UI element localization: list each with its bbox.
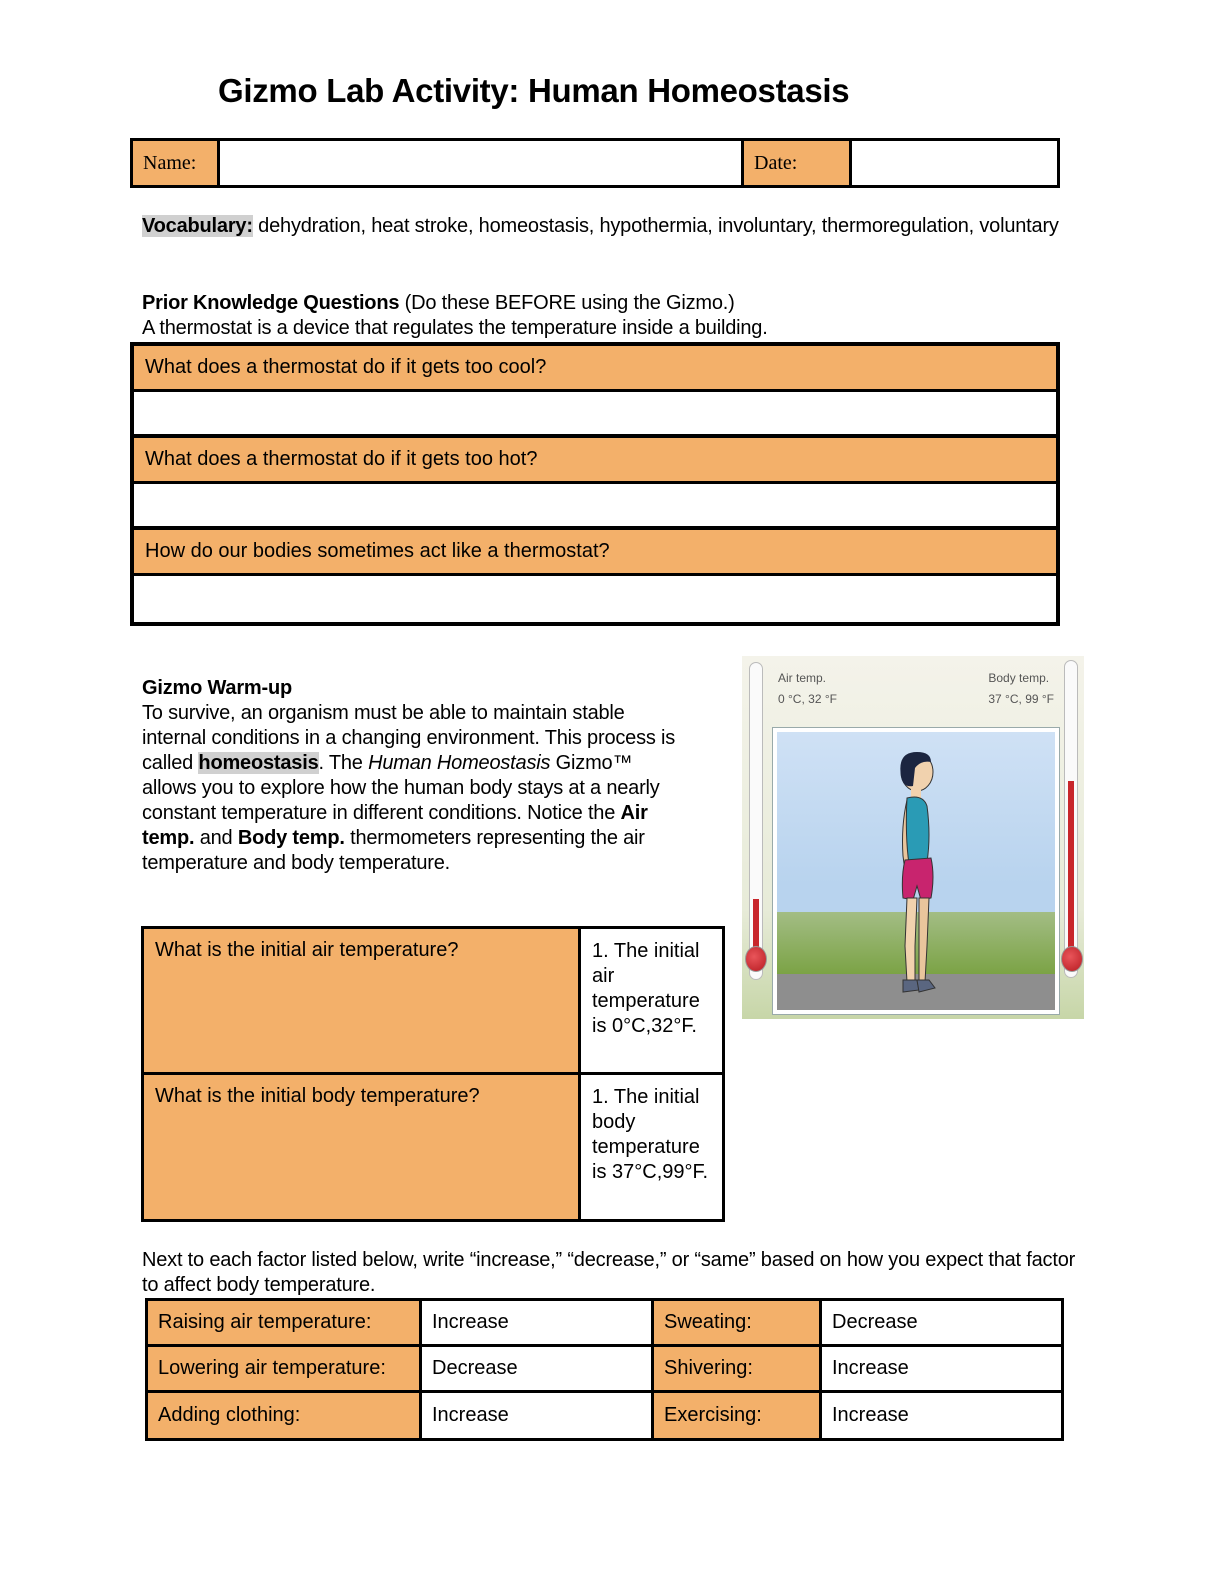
answer-field[interactable]: 1. The initial air temperature is 0°C,32°F.	[581, 929, 722, 1075]
body-thermometer-icon	[1064, 660, 1078, 978]
page-title: Gizmo Lab Activity: Human Homeostasis	[218, 72, 850, 109]
body-temp-readout: Body temp. 37 °C, 99 °F	[988, 671, 1054, 706]
factors-table	[145, 1298, 1064, 1441]
name-date-table	[130, 138, 1060, 188]
person-figure-icon	[877, 746, 957, 1006]
name-label: Name:	[133, 141, 220, 185]
prior-knowledge-section	[142, 291, 1082, 341]
gizmo-screenshot	[742, 656, 1084, 1019]
question-cell: What does a thermostat do if it gets too cool?	[134, 346, 1056, 392]
factor-label: Raising air temperature:	[148, 1301, 422, 1347]
warmup-section	[142, 676, 682, 876]
answer-field[interactable]	[134, 484, 1056, 530]
air-temp-readout: Air temp. 0 °C, 32 °F	[778, 671, 837, 706]
air-thermometer-icon	[749, 662, 763, 980]
factor-answer[interactable]: Increase	[832, 1404, 909, 1426]
factors-instruction: Next to each factor listed below, write “increase,” “decrease,” or “same” based on how you expect that factor to affect body temperature.	[142, 1249, 1076, 1296]
warmup-text: To survive, an organism must be able to maintain stable internal conditions in a changing environment. This process is called homeostasis. The Human Homeostasis Gizmo™ allows you to explore how the human body stays at a nearly constant temperature in different conditions. Notice the Air temp. and Body temp. thermometers representing the air temperature and body temperature.	[142, 702, 676, 874]
answer-field[interactable]	[134, 392, 1056, 438]
question-cell: What is the initial air temperature?	[144, 929, 581, 1075]
gizmo-scene	[773, 728, 1059, 1014]
factor-answer[interactable]: Increase	[822, 1347, 1061, 1393]
answer-field[interactable]	[134, 576, 1056, 622]
factor-label: Adding clothing:	[148, 1393, 422, 1438]
name-field[interactable]	[220, 141, 744, 185]
factor-label: Lowering air temperature:	[148, 1347, 422, 1393]
date-field[interactable]	[852, 141, 1057, 185]
factor-answer[interactable]: Decrease	[822, 1301, 1061, 1347]
prior-knowledge-heading: Prior Knowledge Questions	[142, 292, 400, 314]
factor-answer[interactable]: Increase	[422, 1301, 654, 1347]
date-label: Date:	[744, 141, 852, 185]
warmup-heading: Gizmo Warm-up	[142, 677, 292, 699]
vocabulary-terms: dehydration, heat stroke, homeostasis, hypothermia, involuntary, thermoregulation, voluntary	[252, 215, 1059, 237]
warmup-questions-table	[141, 926, 725, 1222]
prior-knowledge-note: (Do these BEFORE using the Gizmo.)	[399, 292, 735, 314]
air-thermometer-bulb-icon	[745, 946, 767, 972]
body-thermometer-bulb-icon	[1061, 946, 1083, 972]
question-cell: What is the initial body temperature?	[144, 1075, 581, 1219]
factor-label: Exercising:	[654, 1393, 822, 1438]
factor-answer[interactable]: Increase	[422, 1393, 654, 1438]
factor-label: Sweating:	[654, 1301, 822, 1347]
vocabulary-label: Vocabulary:	[142, 215, 253, 237]
question-cell: How do our bodies sometimes act like a thermostat?	[134, 530, 1056, 576]
prior-questions-table	[130, 342, 1060, 626]
prior-knowledge-intro: A thermostat is a device that regulates the temperature inside a building.	[142, 317, 768, 339]
factor-answer[interactable]: Decrease	[422, 1347, 654, 1393]
homeostasis-highlight: homeostasis	[198, 752, 319, 774]
answer-field[interactable]: 1. The initial body temperature is 37°C,99°F.	[581, 1075, 722, 1219]
vocabulary-section	[142, 214, 1082, 239]
question-cell: What does a thermostat do if it gets too hot?	[134, 438, 1056, 484]
factor-label: Shivering:	[654, 1347, 822, 1393]
